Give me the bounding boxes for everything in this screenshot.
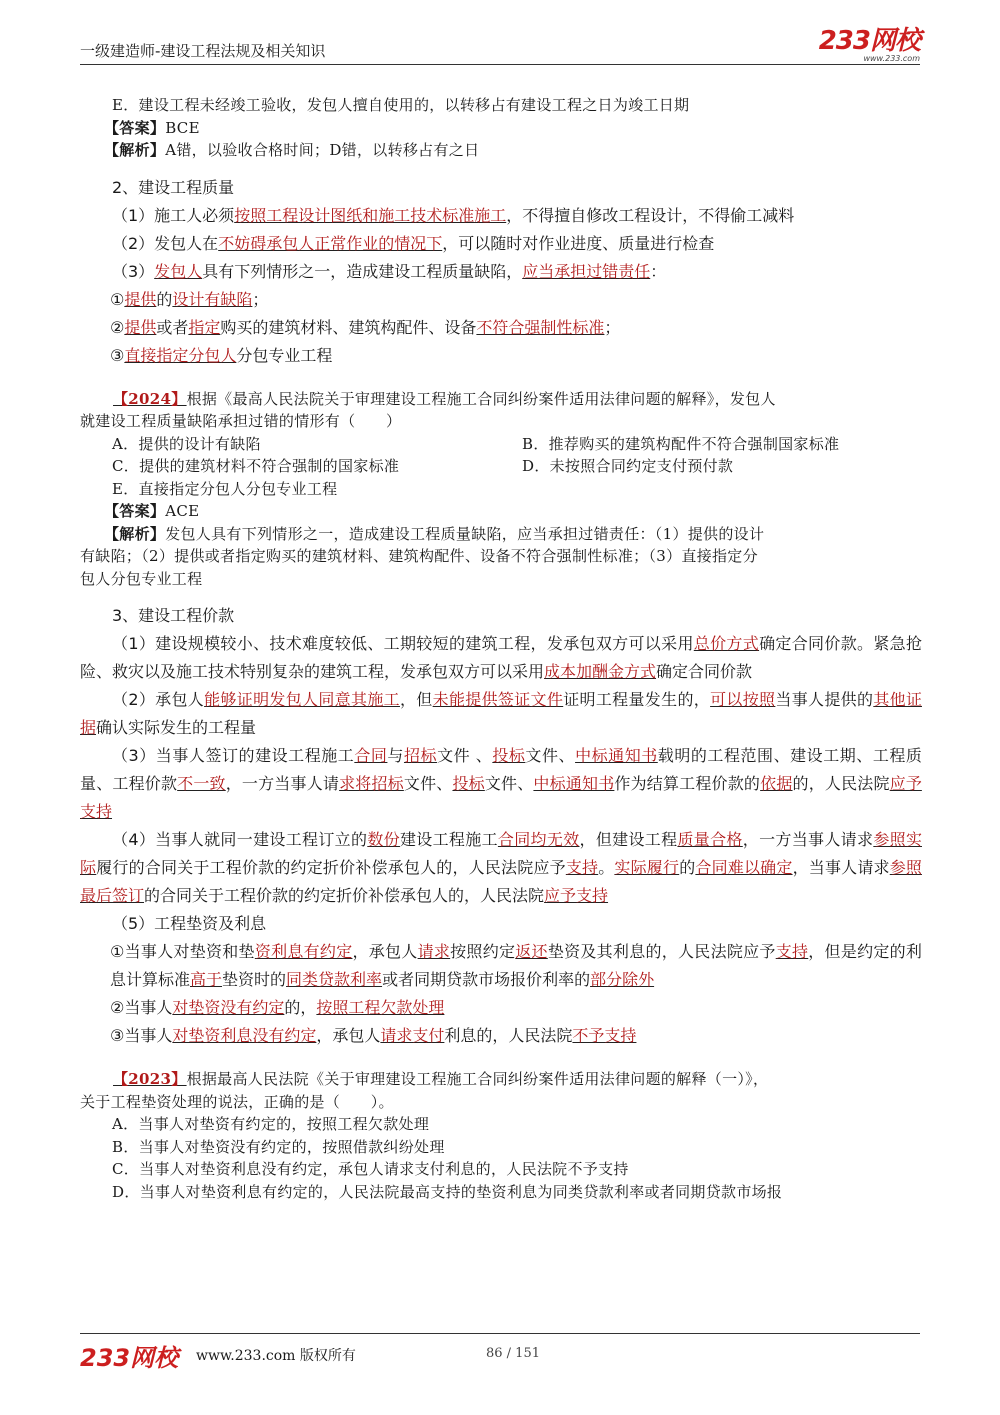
option-e: E．建设工程未经竣工验收，发包人擅自使用的，以转移占有建设工程之日为竣工日期 bbox=[112, 96, 690, 114]
answer-tag: 【答案】 bbox=[104, 118, 166, 137]
header-rule bbox=[80, 64, 920, 65]
q2024-stem-1: 【2024】根据《最高人民法院关于审理建设工程施工合同纠纷案件适用法律问题的解释》，发包人 bbox=[113, 389, 776, 408]
price-para-3: （3）当事人签订的建设工程施工合同与招标文件 、投标文件、中标通知书载明的工程范围、建设工期、工程质量、工程价款不一致，一方当事人请求将招标文件、投标文件、中标通知书作为结算工程价款的依据的，人民法院应予支持 bbox=[80, 746, 922, 821]
analysis-tag: 【解析】 bbox=[104, 141, 166, 159]
q2024-option-e: E．直接指定分包人分包专业工程 bbox=[112, 479, 338, 498]
advance-item-1: ①当事人对垫资和垫资利息有约定，承包人请求按照约定返还垫资及其利息的，人民法院应予支持，但是约定的利息计算标准高于垫资时的同类贷款利率或者同期贷款市场报价利率的部分除外 bbox=[110, 942, 922, 989]
q2023-stem-1: 【2023】根据最高人民法院《关于审理建设工程施工合同纠纷案件适用法律问题的解释（一）》， bbox=[113, 1070, 769, 1088]
section-heading-quality: 2、建设工程质量 bbox=[112, 177, 235, 197]
page-number: 86 / 151 bbox=[486, 1346, 540, 1361]
q2023-option-d: D．当事人对垫资利息有约定的，人民法院最高支持的垫资利息为同类贷款利率或者同期贷款市场报 bbox=[112, 1182, 783, 1201]
q2024-option-b: B．推荐购买的建筑构配件不符合强制国家标准 bbox=[522, 434, 840, 453]
page-header-title: 一级建造师-建设工程法规及相关知识 bbox=[80, 42, 326, 60]
q2024-analysis-2: 有缺陷；（2）提供或者指定购买的建筑材料、建筑构配件、设备不符合强制性标准；（3）直接指定分 bbox=[80, 547, 758, 565]
q2023-year-tag: 【2023】 bbox=[113, 1070, 187, 1088]
advance-item-3: ③当事人对垫资利息没有约定，承包人请求支付利息的，人民法院不予支持 bbox=[110, 1026, 637, 1045]
price-para-4: （4）当事人就同一建设工程订立的数份建设工程施工合同均无效，但建设工程质量合格，一方当事人请求参照实际履行的合同关于工程价款的约定折价补偿承包人的，人民法院应予支持。实际履行的合同难以确定，当事人请求参照最后签订的合同关于工程价款的约定折价补偿承包人的，人民法院应予支持 bbox=[80, 830, 922, 905]
price-para-2: （2）承包人能够证明发包人同意其施工，但未能提供签证文件证明工程量发生的，可以按照当事人提供的其他证据确认实际发生的工程量 bbox=[80, 690, 922, 737]
price-para-1: （1）建设规模较小、技术难度较低、工期较短的建筑工程，发承包双方可以采用总价方式确定合同价款。紧急抢险、救灾以及施工技术特别复杂的建筑工程，发承包双方可以采用成本加酬金方式确定合同价款 bbox=[80, 634, 922, 681]
q2024-analysis-1: 【解析】发包人具有下列情形之一，造成建设工程质量缺陷，应当承担过错责任：（1）提供的设计 bbox=[104, 524, 765, 543]
q2024-option-a: A．提供的设计有缺陷 bbox=[112, 434, 261, 453]
brand-logo bbox=[819, 28, 920, 63]
footer-rule bbox=[80, 1333, 920, 1334]
section-heading-price: 3、建设工程价款 bbox=[112, 606, 235, 625]
footer-copyright: www.233.com 版权所有 bbox=[196, 1348, 356, 1364]
footer-logo: 233网校 bbox=[80, 1344, 179, 1372]
logo-mark: 233网校 bbox=[818, 26, 920, 56]
q2024-option-d: D．未按照合同约定支付预付款 bbox=[522, 457, 734, 475]
q2024-answer: 【答案】ACE bbox=[104, 502, 200, 520]
q2023-option-a: A．当事人对垫资有约定的，按照工程欠款处理 bbox=[112, 1115, 430, 1133]
q2024-options-cd bbox=[80, 455, 922, 478]
price-para-5: （5）工程垫资及利息 bbox=[112, 914, 267, 933]
q2024-option-c: C．提供的建筑材料不符合强制的国家标准 bbox=[112, 457, 400, 475]
quality-sub-3: ③直接指定分包人分包专业工程 bbox=[110, 345, 333, 365]
answer-line bbox=[80, 117, 922, 140]
quality-sub-2: ②提供或者指定购买的建筑材料、建筑构配件、设备不符合强制性标准； bbox=[110, 317, 621, 337]
quality-item-3: （3）发包人具有下列情形之一，造成建设工程质量缺陷，应当承担过错责任： bbox=[112, 261, 667, 281]
q2024-analysis-3: 包人分包专业工程 bbox=[80, 569, 203, 588]
logo-url: www.233.com bbox=[863, 54, 920, 63]
advance-item-2: ②当事人对垫资没有约定的，按照工程欠款处理 bbox=[110, 998, 445, 1017]
q2024-options-ab bbox=[80, 433, 922, 456]
quality-item-2: （2）发包人在不妨碍承包人正常作业的情况下，可以随时对作业进度、质量进行检查 bbox=[112, 233, 715, 253]
q2023-option-b: B．当事人对垫资没有约定的，按照借款纠纷处理 bbox=[112, 1137, 445, 1156]
quality-item-1: （1）施工人必须按照工程设计图纸和施工技术标准施工，不得擅自修改工程设计，不得偷工减料 bbox=[112, 205, 795, 225]
q2023-option-c: C．当事人对垫资利息没有约定，承包人请求支付利息的，人民法院不予支持 bbox=[112, 1160, 629, 1178]
q2024-year-tag: 【2024】 bbox=[113, 389, 187, 408]
q2024-stem-2: 就建设工程质量缺陷承担过错的情形有（ ） bbox=[80, 412, 402, 430]
analysis-line bbox=[80, 139, 922, 162]
document-body bbox=[80, 94, 922, 1203]
analysis-text: A错，以验收合格时间；D错，以转移占有之日 bbox=[165, 141, 480, 159]
answer-value: BCE bbox=[165, 118, 200, 137]
quality-sub-1: ①提供的设计有缺陷； bbox=[110, 289, 269, 309]
q2023-stem-2: 关于工程垫资处理的说法，正确的是（ ）。 bbox=[80, 1092, 394, 1111]
